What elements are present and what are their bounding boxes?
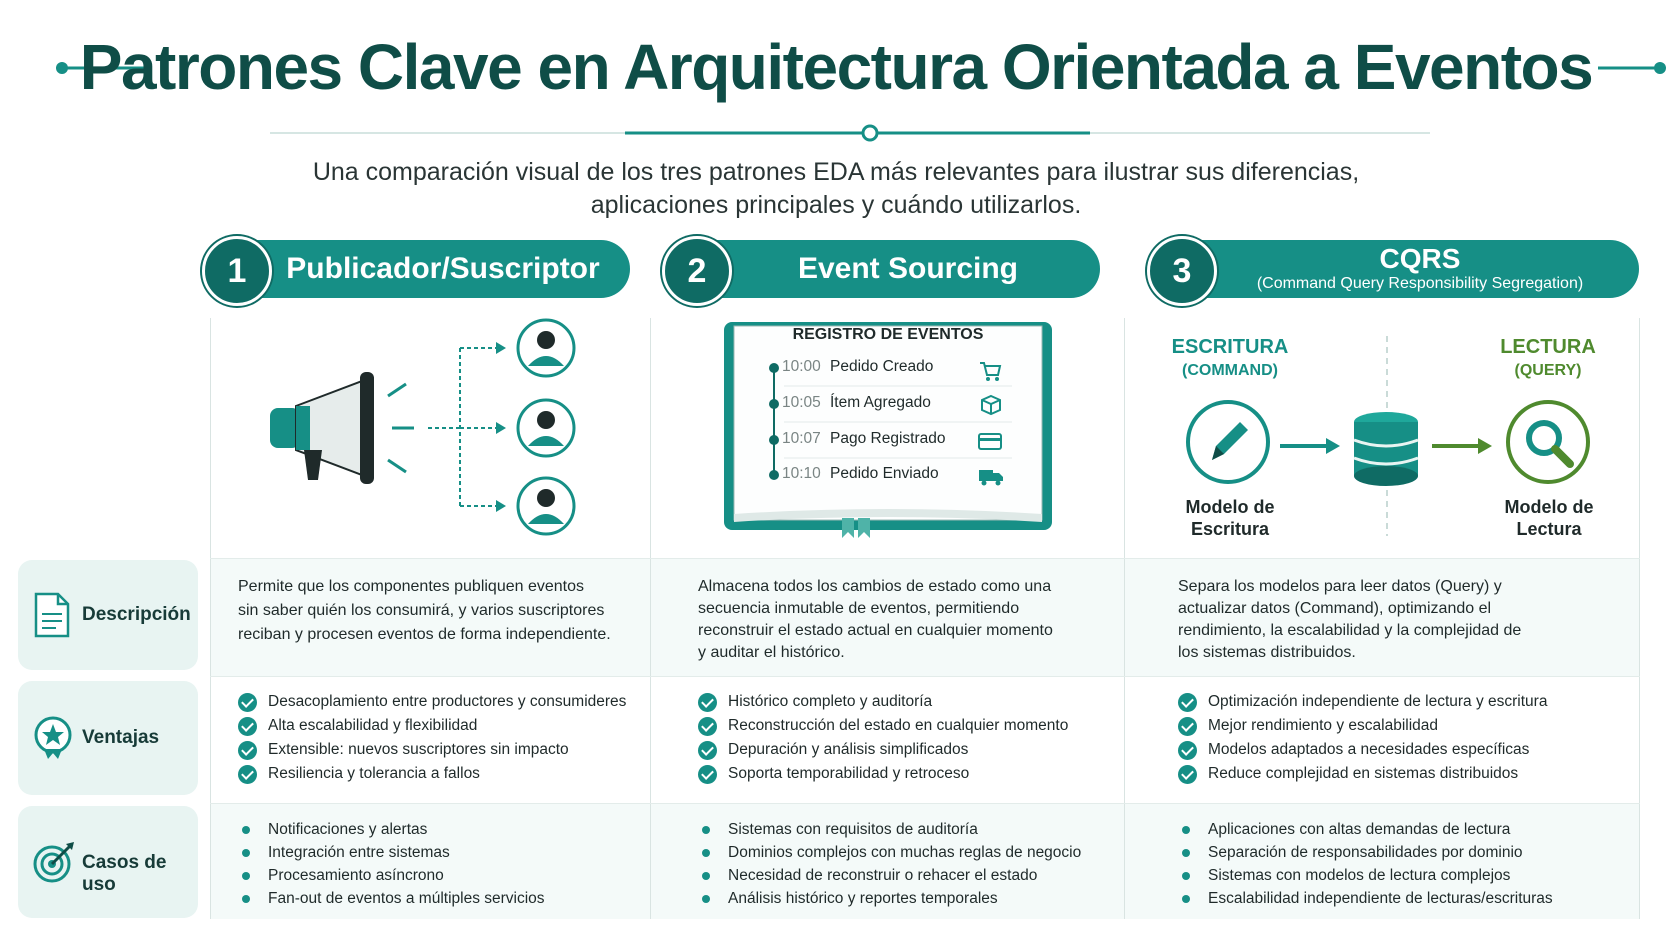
ventajas-pubsub	[238, 690, 626, 786]
description-line: los sistemas distribuidos.	[1178, 644, 1356, 661]
casos-cqrs	[1178, 818, 1553, 910]
description-line: secuencia inmutable de eventos, permitiendo	[698, 600, 1020, 617]
event-entry	[782, 465, 939, 483]
bullet-icon	[242, 849, 250, 857]
event-time: 10:10	[782, 465, 821, 482]
cqrs-write-sub: (COMMAND)	[1182, 362, 1278, 379]
list-item: Reconstrucción del estado en cualquier momento	[698, 714, 1068, 738]
bullet-icon	[242, 895, 250, 903]
write-model-line-1: Modelo de	[1185, 497, 1275, 517]
distribution-arrows	[428, 348, 496, 506]
subscriber-icon	[518, 400, 574, 456]
column-divider	[1639, 318, 1640, 919]
row-label-ventajas	[18, 681, 198, 795]
check-icon	[1178, 693, 1197, 712]
cqrs-read-title: LECTURA	[1500, 336, 1596, 358]
pattern-number: 3	[1147, 236, 1217, 306]
row-label-text: Ventajas	[82, 727, 160, 748]
pattern-name: Event Sourcing	[797, 252, 1019, 285]
list-item: Sistemas con modelos de lectura complejos	[1178, 864, 1553, 887]
target-icon	[32, 840, 76, 884]
bullet-icon	[1182, 872, 1190, 880]
check-icon	[698, 693, 717, 712]
description-cqrs	[1178, 576, 1521, 664]
list-item: Extensible: nuevos suscriptores sin impacto	[238, 738, 626, 762]
list-item: Fan-out de eventos a múltiples servicios	[238, 887, 545, 910]
pattern-number: 2	[662, 236, 732, 306]
list-item: Análisis histórico y reportes temporales	[698, 887, 1081, 910]
event-entry	[782, 358, 933, 376]
list-item: Desacoplamiento entre productores y consumideres	[238, 690, 626, 714]
read-model-line-2: Lectura	[1516, 519, 1582, 539]
description-line: reciban y procesen eventos de forma independiente.	[238, 626, 611, 643]
pattern-header-cqrs	[1151, 240, 1639, 298]
casos-pubsub	[238, 818, 545, 910]
row-label-text: Descripción	[82, 604, 191, 625]
ventajas-cqrs	[1178, 690, 1547, 786]
event-log-title: REGISTRO DE EVENTOS	[792, 326, 984, 343]
description-line: Almacena todos los cambios de estado como una	[698, 578, 1052, 595]
list-item: Histórico completo y auditoría	[698, 690, 1068, 714]
event-time: 10:07	[782, 430, 821, 447]
list-item: Alta escalabilidad y flexibilidad	[238, 714, 626, 738]
check-icon	[698, 717, 717, 736]
description-line: sin saber quién los consumirá, y varios suscriptores	[238, 602, 605, 619]
pencil-icon	[1184, 398, 1272, 486]
list-item: Necesidad de reconstruir o rehacer el estado	[698, 864, 1081, 887]
event-label: Pedido Creado	[830, 358, 934, 375]
row-divider	[210, 803, 1640, 804]
list-item: Separación de responsabilidades por dominio	[1178, 841, 1553, 864]
row-divider	[210, 676, 1640, 677]
description-line: Permite que los componentes publiquen eventos	[238, 578, 584, 595]
column-divider	[650, 318, 651, 919]
truck-icon	[978, 466, 1004, 488]
cart-icon	[978, 360, 1002, 382]
magnifier-icon	[1504, 398, 1592, 486]
page-subtitle	[236, 156, 1436, 222]
check-icon	[238, 741, 257, 760]
cqrs-read-sub: (QUERY)	[1514, 362, 1582, 379]
subscriber-icon	[518, 478, 574, 534]
pattern-number: 1	[202, 236, 272, 306]
description-pubsub	[238, 576, 611, 646]
check-icon	[238, 693, 257, 712]
list-item: Reduce complejidad en sistemas distribuidos	[1178, 762, 1547, 786]
event-time: 10:05	[782, 394, 821, 411]
pattern-subtitle: (Command Query Responsibility Segregation)	[1256, 275, 1584, 292]
bullet-icon	[1182, 849, 1190, 857]
column-divider	[210, 318, 211, 919]
document-icon	[32, 592, 72, 638]
list-item: Procesamiento asíncrono	[238, 864, 545, 887]
description-event-sourcing	[698, 576, 1053, 664]
description-line: rendimiento, la escalabilidad y la complejidad de	[1178, 622, 1522, 639]
bullet-icon	[242, 826, 250, 834]
write-model-line-2: Escritura	[1190, 519, 1270, 539]
pattern-header-pubsub	[206, 240, 630, 298]
description-line: Separa los modelos para leer datos (Query) y	[1178, 578, 1502, 595]
check-icon	[698, 765, 717, 784]
row-divider	[210, 558, 1640, 559]
column-divider	[1124, 318, 1125, 919]
list-item: Depuración y análisis simplificados	[698, 738, 1068, 762]
bullet-icon	[1182, 826, 1190, 834]
event-label: Ítem Agregado	[830, 394, 931, 411]
arrow-right-icon	[1280, 436, 1342, 456]
list-item: Notificaciones y alertas	[238, 818, 545, 841]
pattern-name: Publicador/Suscriptor	[286, 252, 600, 285]
description-line: reconstruir el estado actual en cualquier momento	[698, 622, 1053, 639]
ventajas-event-sourcing	[698, 690, 1068, 786]
list-item: Modelos adaptados a necesidades específicas	[1178, 738, 1547, 762]
star-badge-icon	[32, 715, 74, 761]
event-log-book	[722, 318, 1054, 538]
list-item: Optimización independiente de lectura y escritura	[1178, 690, 1547, 714]
bullet-icon	[702, 849, 710, 857]
page-title: Patrones Clave en Arquitectura Orientada a Eventos	[79, 31, 1593, 103]
bullet-icon	[702, 895, 710, 903]
check-icon	[698, 741, 717, 760]
list-item: Resiliencia y tolerancia a fallos	[238, 762, 626, 786]
pubsub-illustration	[260, 316, 590, 542]
bullet-icon	[1182, 895, 1190, 903]
event-time: 10:00	[782, 358, 821, 375]
event-entry	[782, 394, 931, 412]
subscriber-icon	[518, 320, 574, 376]
check-icon	[238, 717, 257, 736]
pattern-header-event-sourcing	[666, 240, 1100, 298]
read-model-line-1: Modelo de	[1504, 497, 1594, 517]
list-item: Dominios complejos con muchas reglas de negocio	[698, 841, 1081, 864]
description-line: y auditar el histórico.	[698, 644, 845, 661]
read-model-label	[1479, 496, 1619, 540]
row-label-text: Casos de uso	[82, 852, 167, 895]
casos-event-sourcing	[698, 818, 1081, 910]
description-line: actualizar datos (Command), optimizando el	[1178, 600, 1492, 617]
list-item: Integración entre sistemas	[238, 841, 545, 864]
subtitle-line-1: Una comparación visual de los tres patrones EDA más relevantes para ilustrar sus diferencias,	[312, 158, 1360, 186]
write-model-label	[1160, 496, 1300, 540]
database-icon	[1352, 410, 1420, 488]
card-icon	[978, 432, 1002, 452]
box-icon	[980, 394, 1002, 416]
bullet-icon	[702, 872, 710, 880]
check-icon	[238, 765, 257, 784]
list-item: Soporta temporabilidad y retroceso	[698, 762, 1068, 786]
list-item: Escalabilidad independiente de lecturas/escrituras	[1178, 887, 1553, 910]
check-icon	[1178, 765, 1197, 784]
row-label-casos	[18, 806, 198, 918]
check-icon	[1178, 717, 1197, 736]
list-item: Aplicaciones con altas demandas de lectura	[1178, 818, 1553, 841]
cqrs-write-title: ESCRITURA	[1171, 336, 1289, 358]
pattern-name: CQRS	[1379, 243, 1461, 274]
arrow-right-icon	[1432, 436, 1494, 456]
event-label: Pedido Enviado	[830, 465, 939, 482]
row-label-descripcion	[18, 560, 198, 670]
megaphone-icon	[270, 372, 414, 484]
bullet-icon	[702, 826, 710, 834]
book-icon	[722, 318, 1054, 538]
check-icon	[1178, 741, 1197, 760]
list-item: Sistemas con requisitos de auditoría	[698, 818, 1081, 841]
bullet-icon	[242, 872, 250, 880]
event-entry	[782, 430, 945, 448]
subtitle-line-2: aplicaciones principales y cuándo utilizarlos.	[590, 191, 1082, 219]
list-item: Mejor rendimiento y escalabilidad	[1178, 714, 1547, 738]
title-divider	[270, 122, 1430, 144]
event-label: Pago Registrado	[830, 430, 946, 447]
